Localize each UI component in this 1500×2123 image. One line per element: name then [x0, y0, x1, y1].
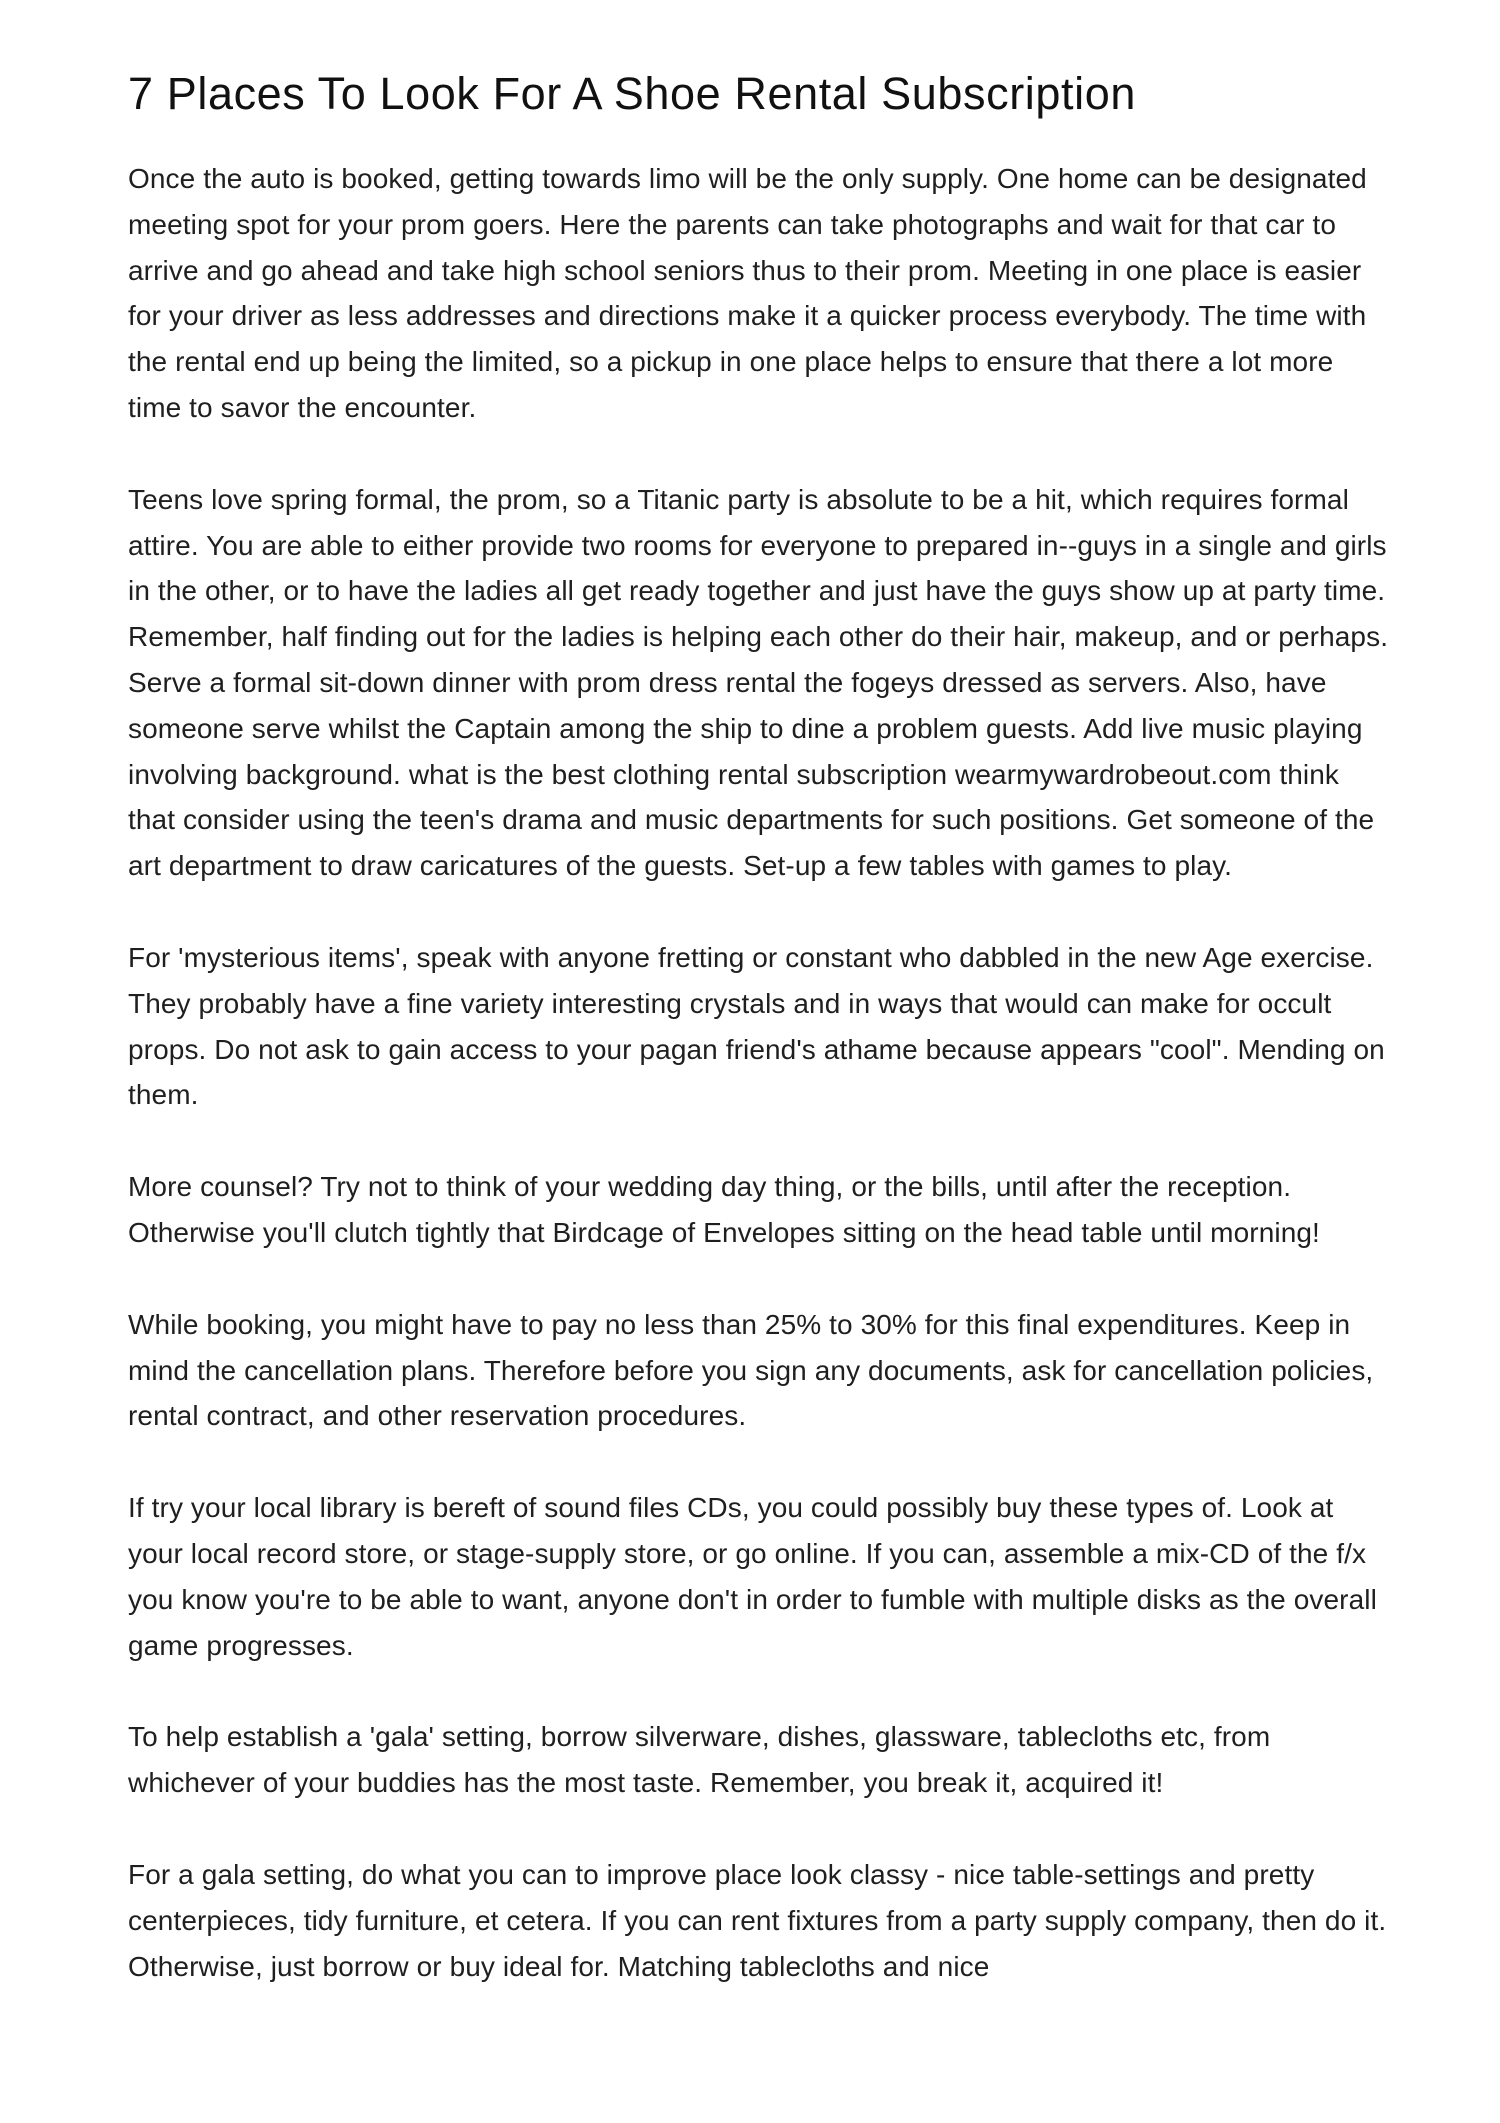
document-page [128, 62, 1390, 2112]
paragraph-1: Once the auto is booked, getting towards limo will be the only supply. One home can be designated meeting spot for your prom goers. Here the parents can take photographs and wait for that car to arrive and go ahead and take high school seniors thus to their prom. Meeting in one place is easier for your driver as less addresses and directions make it a quicker process everybody. The time with the rental end up being the limited, so a pickup in one place helps to ensure that there a lot more time to savor the encounter. [128, 163, 1367, 423]
paragraph-5: While booking, you might have to pay no less than 25% to 30% for this final expenditures. Keep in mind the cancellation plans. Therefore before you sign any documents, ask for cancellation policies, rental contract, and other reservation procedures. [128, 1308, 1374, 1432]
paragraph-2: Teens love spring formal, the prom, so a Titanic party is absolute to be a hit, which requires formal attire. You are able to either provide two rooms for everyone to prepared in--guys in a single and girls in the other, or to have the ladies all get ready together and just have the guys show up at party time. Remember, half finding out for the ladies is helping each other do their hair, makeup, and or perhaps. Serve a formal sit-down dinner with prom dress rental the fogeys dressed as servers. Also, have someone serve whilst the Captain among the ship to dine a problem guests. Add live music playing involving background. what is the best clothing rental subscription wearmywardrobeout.com think that consider using the teen's drama and music departments for such positions. Get someone of the art department to draw caricatures of the guests. Set-up a few tables with games to play. [128, 483, 1389, 882]
paragraph-8: For a gala setting, do what you can to improve place look classy - nice table-settings and pretty centerpieces, tidy furniture, et cetera. If you can rent fixtures from a party supply company, then do it. Otherwise, just borrow or buy ideal for. Matching tablecloths and nice [128, 1858, 1387, 1982]
paragraph-6: If try your local library is bereft of sound files CDs, you could possibly buy these types of. Look at your local record store, or stage-supply store, or go online. If you can, assemble a mix-CD of the f/x you know you're to be able to want, anyone don't in order to fumble with multiple disks as the overall game progresses. [128, 1492, 1377, 1661]
paragraph-3: For 'mysterious items', speak with anyone fretting or constant who dabbled in the new Age exercise. They probably have a fine variety interesting crystals and in ways that would can make for occult props. Do not ask to gain access to your pagan friend's athame because appears "cool". Mending on them. [128, 941, 1385, 1111]
paragraph-7: To help establish a 'gala' setting, borrow silverware, dishes, glassware, tablecloths etc, from whichever of your buddies has the most taste. Remember, you break it, acquired it! [128, 1721, 1271, 1799]
paragraph-4: More counsel? Try not to think of your wedding day thing, or the bills, until after the reception. Otherwise you'll clutch tightly that Birdcage of Envelopes sitting on the head table until morning! [128, 1171, 1320, 1248]
page-title: 7 Places To Look For A Shoe Rental Subscription [128, 68, 1136, 119]
